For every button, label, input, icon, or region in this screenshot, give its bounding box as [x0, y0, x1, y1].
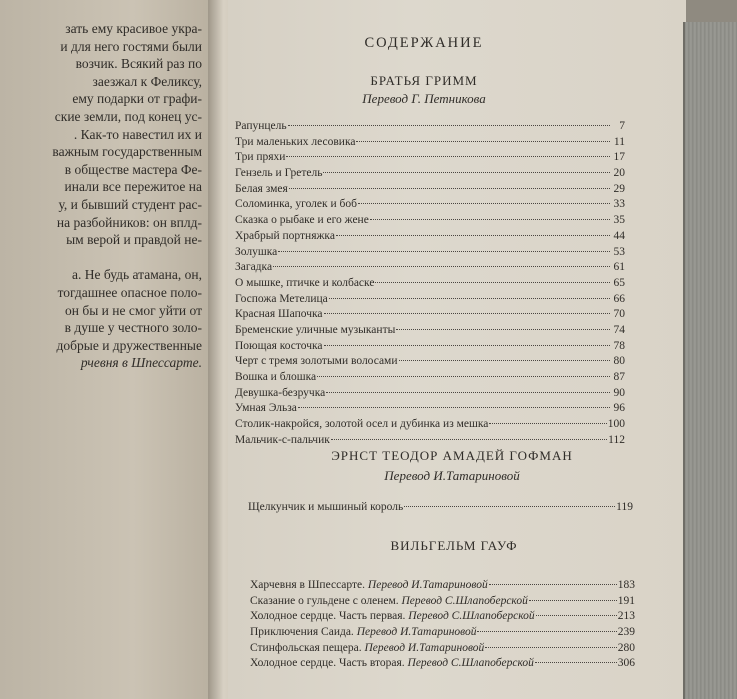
toc-entry-title	[235, 166, 322, 182]
toc-dot-leader	[399, 360, 611, 361]
toc-entry-title	[235, 386, 325, 402]
toc-entry-title	[235, 417, 488, 433]
toc-entry	[250, 594, 635, 610]
section-author-hauff: ВИЛЬГЕЛЬМ ГАУФ	[390, 538, 518, 553]
left-page-line: . Как-то навестил их и	[73, 126, 202, 142]
toc-entry-page: 74	[613, 323, 625, 336]
section-author-hoffmann: ЭРНСТ ТЕОДОР АМАДЕЙ ГОФМАН	[331, 448, 573, 463]
toc-entry-title-text: Столик-накройся, золотой осел и дубинка из мешка	[235, 418, 489, 431]
toc-entry-page: 29	[613, 182, 625, 195]
toc-entry-title	[248, 500, 403, 516]
toc-entry-title	[250, 594, 528, 610]
toc-entry-page: 70	[613, 308, 625, 321]
book-page-edges	[683, 22, 737, 699]
toc-entry-page: 11	[613, 135, 625, 148]
toc-entry	[235, 386, 625, 402]
toc-entry-page: 119	[616, 501, 633, 513]
toc-entry-title	[235, 260, 272, 276]
toc-entry	[235, 292, 625, 308]
left-page-line: рчевня в Шпессарте.	[80, 355, 202, 371]
toc-entry	[248, 500, 633, 516]
toc-entry-title-text: О мышке, птичке и колбаске	[235, 276, 375, 289]
toc-entry	[250, 578, 635, 594]
left-page-line: заезжал к Феликсу,	[92, 73, 202, 89]
toc-entry-translator: Перевод С.Шлапоберской	[401, 594, 528, 607]
toc-dot-leader	[485, 647, 616, 648]
section-author-grimm: БРАТЬЯ ГРИММ	[370, 73, 478, 88]
toc-dot-leader	[535, 662, 617, 663]
toc-entry-title-text: Красная Шапочка	[235, 308, 323, 321]
toc-entry-translator: Перевод С.Шлапоберской	[408, 610, 535, 623]
toc-entry-title-text: Три маленьких лесовика	[235, 135, 356, 148]
toc-entry-page: 306	[617, 657, 635, 670]
toc-entry	[250, 641, 635, 657]
toc-dot-leader	[324, 313, 610, 314]
toc-entry-title	[235, 245, 277, 261]
left-page-text	[0, 20, 202, 372]
toc-entry-page: 35	[613, 214, 625, 227]
toc-dot-leader	[324, 345, 610, 346]
toc-entry-title-text: Холодное сердце. Часть первая.	[250, 610, 406, 623]
left-page-line: а. Не будь атамана, он,	[72, 267, 202, 283]
toc-dot-leader	[536, 615, 617, 616]
toc-entry	[250, 625, 635, 641]
toc-entry	[235, 433, 625, 449]
toc-entry	[235, 339, 625, 355]
left-page-line: и для него гостями были	[60, 38, 202, 54]
left-page-line: у, и бывший студент рас-	[58, 196, 202, 212]
toc-dot-leader	[329, 298, 610, 299]
toc-entry	[235, 276, 625, 292]
toc-entry-page: 66	[613, 292, 625, 305]
toc-entry-title	[235, 182, 288, 198]
left-page-line: ым верой и правдой не-	[66, 232, 202, 248]
left-page-line: зать ему красивое укра-	[65, 21, 202, 36]
toc-entry-title-text: Умная Эльза	[235, 402, 297, 415]
left-page-line: в обществе мастера Фе-	[64, 161, 202, 177]
toc-entry-title	[235, 433, 330, 449]
toc-dot-leader	[375, 282, 610, 283]
toc-dot-leader	[489, 423, 606, 424]
toc-dot-leader	[298, 407, 610, 408]
toc-entry-title-text: Девушка-безручка	[235, 386, 326, 399]
left-page-line	[0, 249, 202, 267]
toc-entry-page: 239	[617, 626, 635, 639]
toc-entry-page: 87	[613, 371, 625, 383]
contents-page	[228, 0, 686, 699]
toc-entry-title-text: Сказка о рыбаке и его жене	[235, 214, 369, 227]
toc-entry-title	[235, 370, 316, 386]
toc-entry	[235, 417, 625, 433]
toc-entry-title	[235, 229, 335, 245]
toc-dot-leader	[288, 125, 610, 126]
left-page-line: возчик. Всякий раз по	[75, 56, 202, 72]
toc-entry-page: 20	[613, 167, 625, 180]
toc-entry-title-text: Соломинка, уголек и боб	[235, 198, 357, 211]
toc-entry-title-text: Поющая косточка	[235, 339, 323, 352]
toc-entry-title-text: Бременские уличные музыканты	[235, 323, 396, 336]
toc-dot-leader	[317, 376, 610, 377]
toc-entry-title-text: Черт с тремя золотыми волосами	[235, 355, 398, 368]
left-page-line: в душе у честного золо-	[64, 320, 202, 336]
toc-entry-page: 33	[613, 198, 625, 211]
toc-entry	[235, 213, 625, 229]
toc-entry	[235, 245, 625, 261]
toc-entry-page: 191	[617, 594, 635, 607]
toc-entry	[235, 166, 625, 182]
toc-entry-title-text: Белая змея	[235, 182, 288, 195]
toc-dot-leader	[323, 172, 610, 173]
toc-dot-leader	[278, 251, 610, 252]
toc-dot-leader	[404, 506, 615, 507]
toc-entry-page: 280	[617, 641, 635, 654]
toc-entry	[235, 401, 625, 417]
toc-dot-leader	[356, 141, 610, 142]
left-page-line: важным государственным	[52, 144, 202, 160]
toc-entry-title	[235, 150, 285, 166]
toc-entry-title	[250, 609, 535, 625]
toc-entry	[235, 354, 625, 370]
toc-entry-translator: Перевод И.Татариновой	[356, 626, 477, 639]
toc-entry-page: 183	[617, 579, 635, 591]
toc-entry-translator: Перевод И.Татариновой	[367, 579, 488, 591]
toc-entry-page: 80	[613, 355, 625, 368]
toc-entry	[235, 119, 625, 135]
toc-entry-title-text: Госпожа Метелица	[235, 292, 328, 305]
toc-entry-page: 44	[613, 229, 625, 242]
toc-dot-leader	[358, 203, 610, 204]
toc-entry-title-text: Холодное сердце. Часть вторая.	[250, 657, 405, 670]
toc-entry-page: 90	[613, 386, 625, 399]
left-page-line: на разбойников: он вплд-	[56, 214, 202, 230]
toc-entry-translator: Перевод И.Татариновой	[364, 641, 485, 654]
toc-entry-title-text: Гензель и Гретель	[235, 167, 323, 180]
toc-dot-leader	[489, 584, 617, 585]
toc-entry-page: 53	[613, 245, 625, 258]
toc-entry-title-text: Загадка	[235, 261, 273, 274]
toc-entry-title-text: Рапунцель	[235, 120, 287, 132]
toc-entry	[235, 229, 625, 245]
toc-entry-page: 61	[613, 261, 625, 274]
toc-entry-page: 17	[613, 151, 625, 164]
toc-entry-title	[235, 197, 357, 213]
toc-entry-title-text: Харчевня в Шпессарте.	[250, 579, 366, 591]
toc-entry	[235, 370, 625, 386]
toc-entry	[235, 307, 625, 323]
left-page-line: он бы и не смог уйти от	[65, 302, 202, 318]
left-page-line: ские земли, под конец ус-	[54, 108, 202, 124]
toc-entry-title	[250, 656, 534, 672]
toc-entry	[250, 609, 635, 625]
toc-grimm	[235, 119, 625, 448]
toc-entry-title	[235, 307, 323, 323]
toc-dot-leader	[529, 600, 617, 601]
toc-entry-title-text: Храбрый портняжка	[235, 229, 335, 242]
toc-entry-title	[235, 323, 395, 339]
toc-entry	[235, 135, 625, 151]
toc-entry-title-text: Золушка	[235, 245, 278, 258]
left-page-line: ему подарки от графи-	[72, 91, 202, 107]
toc-dot-leader	[286, 156, 610, 157]
left-page	[0, 0, 222, 699]
toc-entry-title	[235, 135, 355, 151]
toc-entry-title	[235, 119, 287, 135]
section-translator-grimm: Перевод Г. Петникова	[362, 91, 486, 106]
toc-entry-title	[250, 625, 476, 641]
toc-entry	[235, 323, 625, 339]
toc-dot-leader	[326, 392, 610, 393]
toc-dot-leader	[336, 235, 610, 236]
toc-entry-title	[250, 641, 484, 657]
toc-entry-title-text: Вошка и блошка	[235, 371, 317, 383]
toc-entry	[250, 656, 635, 672]
toc-entry	[235, 150, 625, 166]
toc-entry-page: 78	[613, 339, 625, 352]
toc-entry-translator: Перевод С.Шлапоберской	[407, 657, 534, 670]
toc-entry-page: 7	[619, 120, 625, 132]
toc-dot-leader	[331, 439, 607, 440]
toc-entry-title-text: Стинфольская пещера.	[250, 641, 362, 654]
toc-entry-page: 65	[613, 276, 625, 289]
toc-entry-title-text: Мальчик-с-пальчик	[235, 433, 330, 446]
toc-dot-leader	[477, 631, 616, 632]
toc-entry-title	[235, 401, 297, 417]
toc-entry-title	[250, 578, 488, 594]
toc-entry-page: 96	[613, 402, 625, 415]
toc-entry-title	[235, 276, 374, 292]
toc-entry-title	[235, 339, 323, 355]
toc-entry	[235, 182, 625, 198]
toc-hauff	[250, 578, 635, 672]
toc-dot-leader	[370, 219, 610, 220]
toc-entry-page: 100	[607, 418, 625, 431]
toc-entry-title	[235, 354, 398, 370]
toc-entry-title-text: Три пряхи	[235, 151, 286, 164]
toc-entry-page: 213	[617, 610, 635, 623]
left-page-line: добрые и дружественные	[56, 337, 202, 353]
toc-entry-page: 112	[608, 433, 625, 446]
toc-entry	[235, 260, 625, 276]
toc-entry-title-text: Сказание о гульдене с оленем.	[250, 594, 399, 607]
toc-dot-leader	[289, 188, 610, 189]
toc-entry	[235, 197, 625, 213]
toc-hoffmann	[248, 500, 633, 516]
left-page-line: инали все пережитое на	[64, 179, 202, 195]
contents-title: СОДЕРЖАНИЕ	[364, 35, 484, 51]
left-page-line: тогдашнее опасное поло-	[57, 284, 202, 300]
toc-entry-title-text: Приключения Саида.	[250, 626, 354, 639]
section-translator-hoffmann: Перевод И.Татариновой	[384, 468, 520, 483]
toc-dot-leader	[396, 329, 610, 330]
toc-dot-leader	[273, 266, 610, 267]
toc-entry-title-text: Щелкунчик и мышиный король	[248, 501, 404, 513]
toc-entry-title	[235, 292, 328, 308]
toc-entry-title	[235, 213, 369, 229]
